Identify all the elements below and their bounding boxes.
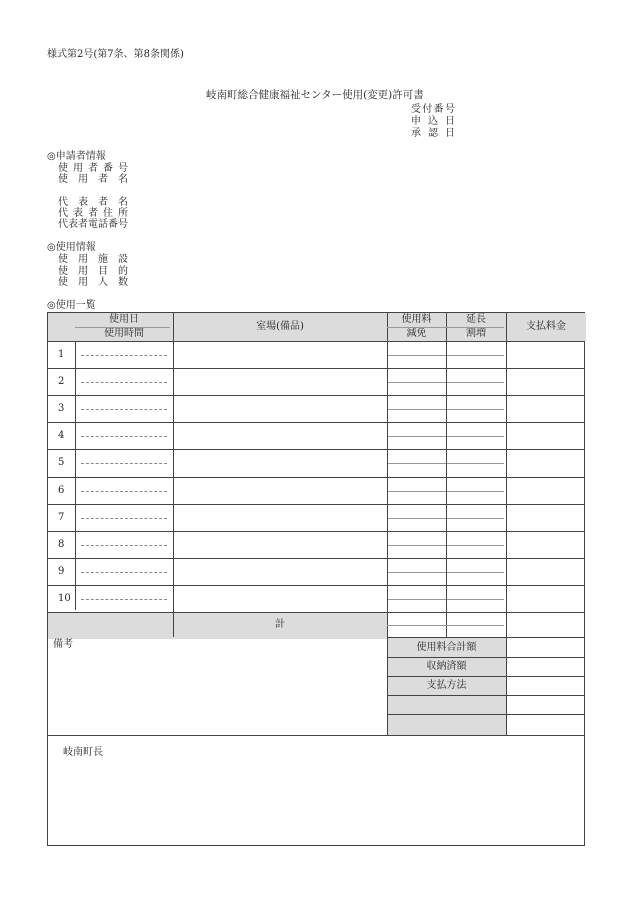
usage-list-heading: ◎使用一覧 — [47, 300, 96, 311]
date-time-divider — [81, 382, 167, 383]
row-number: 1 — [58, 349, 65, 360]
header-surcharge: 割増 — [466, 328, 486, 339]
date-time-divider — [81, 409, 167, 410]
date-time-divider — [81, 463, 167, 464]
paid-amount-label: 収納済額 — [387, 657, 506, 676]
form-number: 様式第2号(第7条、第8条関係) — [47, 49, 184, 60]
payment-method-label: 支払方法 — [387, 676, 506, 695]
header-room: 室場(備品) — [256, 321, 304, 332]
table-row — [48, 585, 584, 612]
date-time-divider — [81, 436, 167, 437]
date-time-divider — [81, 545, 167, 546]
date-time-divider — [81, 572, 167, 573]
user-name-label: 使用者名 — [58, 174, 128, 185]
application-date-label: 申 込 日 — [411, 116, 455, 127]
table-row — [48, 422, 584, 449]
row-number: 10 — [58, 593, 71, 604]
facility-label: 使用施設 — [58, 254, 128, 265]
representative-phone-label: 代表者電話番号 — [58, 219, 128, 230]
summary-blank-1 — [387, 695, 506, 714]
usage-table — [47, 312, 585, 638]
remarks-box — [47, 638, 585, 736]
table-row — [48, 368, 584, 395]
user-number-label: 使用者番号 — [58, 163, 128, 174]
header-payment: 支払料金 — [526, 321, 566, 332]
usage-info-heading: ◎使用情報 — [47, 242, 96, 253]
table-row — [48, 558, 584, 585]
row-number: 7 — [58, 512, 65, 523]
remarks-label[interactable]: 備考 — [53, 639, 73, 650]
row-number: 9 — [58, 566, 65, 577]
mayor-box — [47, 736, 585, 846]
mayor-label: 岐南町長 — [63, 747, 103, 758]
table-row — [48, 477, 584, 504]
representative-address-label: 代表者住所 — [58, 208, 128, 219]
date-time-divider — [81, 518, 167, 519]
document-title: 岐南町総合健康福祉センター使用(変更)許可書 — [206, 89, 424, 101]
table-row — [48, 449, 584, 476]
approval-date-label: 承 認 日 — [411, 128, 455, 139]
date-time-divider — [81, 355, 167, 356]
header-extension: 延長 — [466, 314, 486, 325]
purpose-label: 使用目的 — [58, 266, 128, 277]
total-fee-label: 使用料合計額 — [387, 638, 506, 657]
table-row — [48, 395, 584, 422]
table-row — [48, 531, 584, 558]
summary-blank-2 — [387, 714, 506, 735]
row-number: 2 — [58, 376, 65, 387]
row-number: 8 — [58, 539, 65, 550]
receipt-number-label: 受付番号 — [411, 104, 455, 115]
header-time: 使用時間 — [104, 328, 144, 339]
total-label: 計 — [275, 619, 285, 630]
header-fee: 使用料 — [401, 314, 432, 325]
table-row — [48, 341, 584, 368]
row-number: 6 — [58, 485, 65, 496]
row-number: 5 — [58, 457, 65, 468]
applicant-heading: ◎申請者情報 — [47, 151, 106, 162]
row-number: 3 — [58, 403, 65, 414]
row-number: 4 — [58, 430, 65, 441]
header-date: 使用日 — [109, 314, 139, 325]
date-time-divider — [81, 599, 167, 600]
header-exempt: 減免 — [406, 328, 427, 339]
table-row — [48, 504, 584, 531]
attendees-label: 使用人数 — [58, 277, 128, 288]
representative-name-label: 代表者名 — [58, 197, 128, 208]
date-time-divider — [81, 491, 167, 492]
